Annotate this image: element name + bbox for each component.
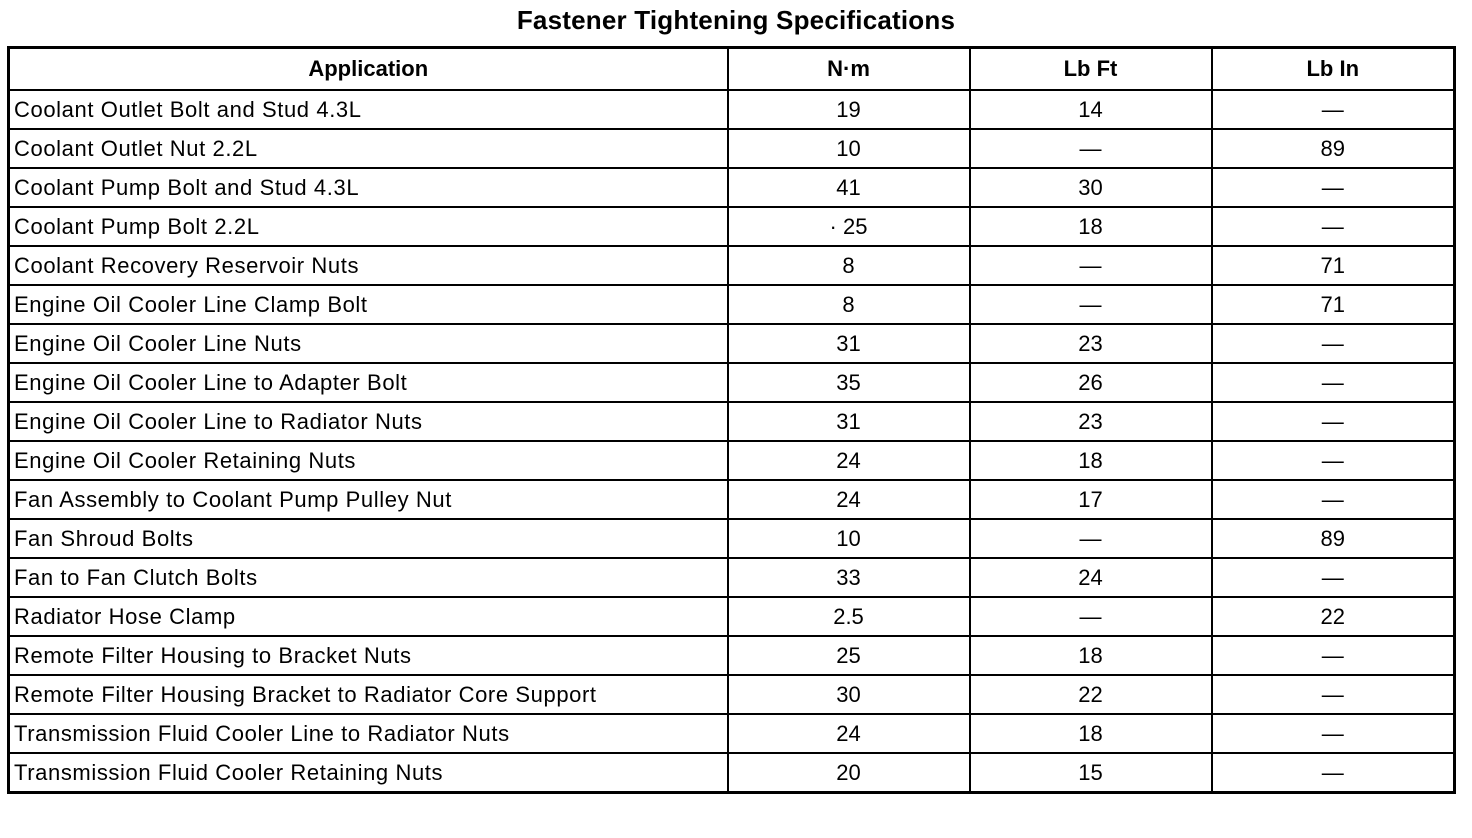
lbft-cell: — [970,285,1212,324]
lbft-cell: 18 [970,441,1212,480]
table-row [9,285,1455,324]
nm-cell: 35 [728,363,970,402]
nm-cell: 8 [728,246,970,285]
application-cell: Coolant Outlet Nut 2.2L [9,129,728,168]
application-cell: Coolant Pump Bolt and Stud 4.3L [9,168,728,207]
application-cell: Coolant Outlet Bolt and Stud 4.3L [9,90,728,129]
lbft-cell: 18 [970,636,1212,675]
lbin-cell: 22 [1212,597,1455,636]
nm-cell: 19 [728,90,970,129]
table-row [9,246,1455,285]
application-cell: Coolant Pump Bolt 2.2L [9,207,728,246]
lbft-cell: 24 [970,558,1212,597]
table-row [9,480,1455,519]
table-row [9,207,1455,246]
table-row [9,714,1455,753]
application-cell: Engine Oil Cooler Line Nuts [9,324,728,363]
column-header-lbin: Lb In [1212,48,1455,91]
column-header-lbft: Lb Ft [970,48,1212,91]
lbin-cell: — [1212,636,1455,675]
lbft-cell: 15 [970,753,1212,793]
table-body [9,90,1455,793]
nm-cell: 33 [728,558,970,597]
lbin-cell: 71 [1212,246,1455,285]
table-row [9,363,1455,402]
lbin-cell: — [1212,480,1455,519]
application-cell: Radiator Hose Clamp [9,597,728,636]
application-cell: Engine Oil Cooler Line to Adapter Bolt [9,363,728,402]
table-row [9,675,1455,714]
lbin-cell: — [1212,441,1455,480]
lbin-cell: — [1212,402,1455,441]
application-cell: Remote Filter Housing to Bracket Nuts [9,636,728,675]
lbin-cell: — [1212,675,1455,714]
lbft-cell: 18 [970,207,1212,246]
nm-cell: 31 [728,324,970,363]
nm-cell: 24 [728,714,970,753]
application-cell: Transmission Fluid Cooler Line to Radiator Nuts [9,714,728,753]
nm-cell: · 25 [728,207,970,246]
nm-cell: 30 [728,675,970,714]
nm-cell: 25 [728,636,970,675]
lbft-cell: — [970,519,1212,558]
application-cell: Fan to Fan Clutch Bolts [9,558,728,597]
lbft-cell: 18 [970,714,1212,753]
fastener-spec-table [7,46,1456,794]
column-header-nm: N·m [728,48,970,91]
table-header-row [9,48,1455,91]
table-row [9,597,1455,636]
lbin-cell: — [1212,558,1455,597]
application-cell: Engine Oil Cooler Line to Radiator Nuts [9,402,728,441]
lbft-cell: 14 [970,90,1212,129]
lbin-cell: — [1212,363,1455,402]
lbin-cell: — [1212,714,1455,753]
nm-cell: 24 [728,480,970,519]
lbin-cell: — [1212,324,1455,363]
nm-cell: 31 [728,402,970,441]
table-row [9,402,1455,441]
nm-cell: 10 [728,129,970,168]
lbft-cell: 23 [970,402,1212,441]
lbft-cell: 23 [970,324,1212,363]
application-cell: Transmission Fluid Cooler Retaining Nuts [9,753,728,793]
table-row [9,519,1455,558]
lbft-cell: 26 [970,363,1212,402]
table-row [9,753,1455,793]
lbin-cell: — [1212,90,1455,129]
column-header-application: Application [9,48,728,91]
lbft-cell: 22 [970,675,1212,714]
lbft-cell: — [970,597,1212,636]
page-title: Fastener Tightening Specifications [516,5,956,35]
nm-cell: 24 [728,441,970,480]
table-row [9,636,1455,675]
nm-cell: 8 [728,285,970,324]
table-row [9,441,1455,480]
application-cell: Coolant Recovery Reservoir Nuts [9,246,728,285]
lbin-cell: — [1212,168,1455,207]
lbin-cell: 89 [1212,519,1455,558]
lbin-cell: 89 [1212,129,1455,168]
application-cell: Fan Assembly to Coolant Pump Pulley Nut [9,480,728,519]
lbft-cell: 30 [970,168,1212,207]
lbin-cell: — [1212,207,1455,246]
nm-cell: 2.5 [728,597,970,636]
table-row [9,324,1455,363]
lbft-cell: — [970,129,1212,168]
nm-cell: 10 [728,519,970,558]
table-row [9,558,1455,597]
nm-cell: 20 [728,753,970,793]
application-cell: Engine Oil Cooler Retaining Nuts [9,441,728,480]
table-row [9,90,1455,129]
nm-cell: 41 [728,168,970,207]
application-cell: Fan Shroud Bolts [9,519,728,558]
lbft-cell: 17 [970,480,1212,519]
application-cell: Remote Filter Housing Bracket to Radiator Core Support [9,675,728,714]
lbin-cell: — [1212,753,1455,793]
application-cell: Engine Oil Cooler Line Clamp Bolt [9,285,728,324]
table-row [9,129,1455,168]
lbin-cell: 71 [1212,285,1455,324]
table-row [9,168,1455,207]
lbft-cell: — [970,246,1212,285]
